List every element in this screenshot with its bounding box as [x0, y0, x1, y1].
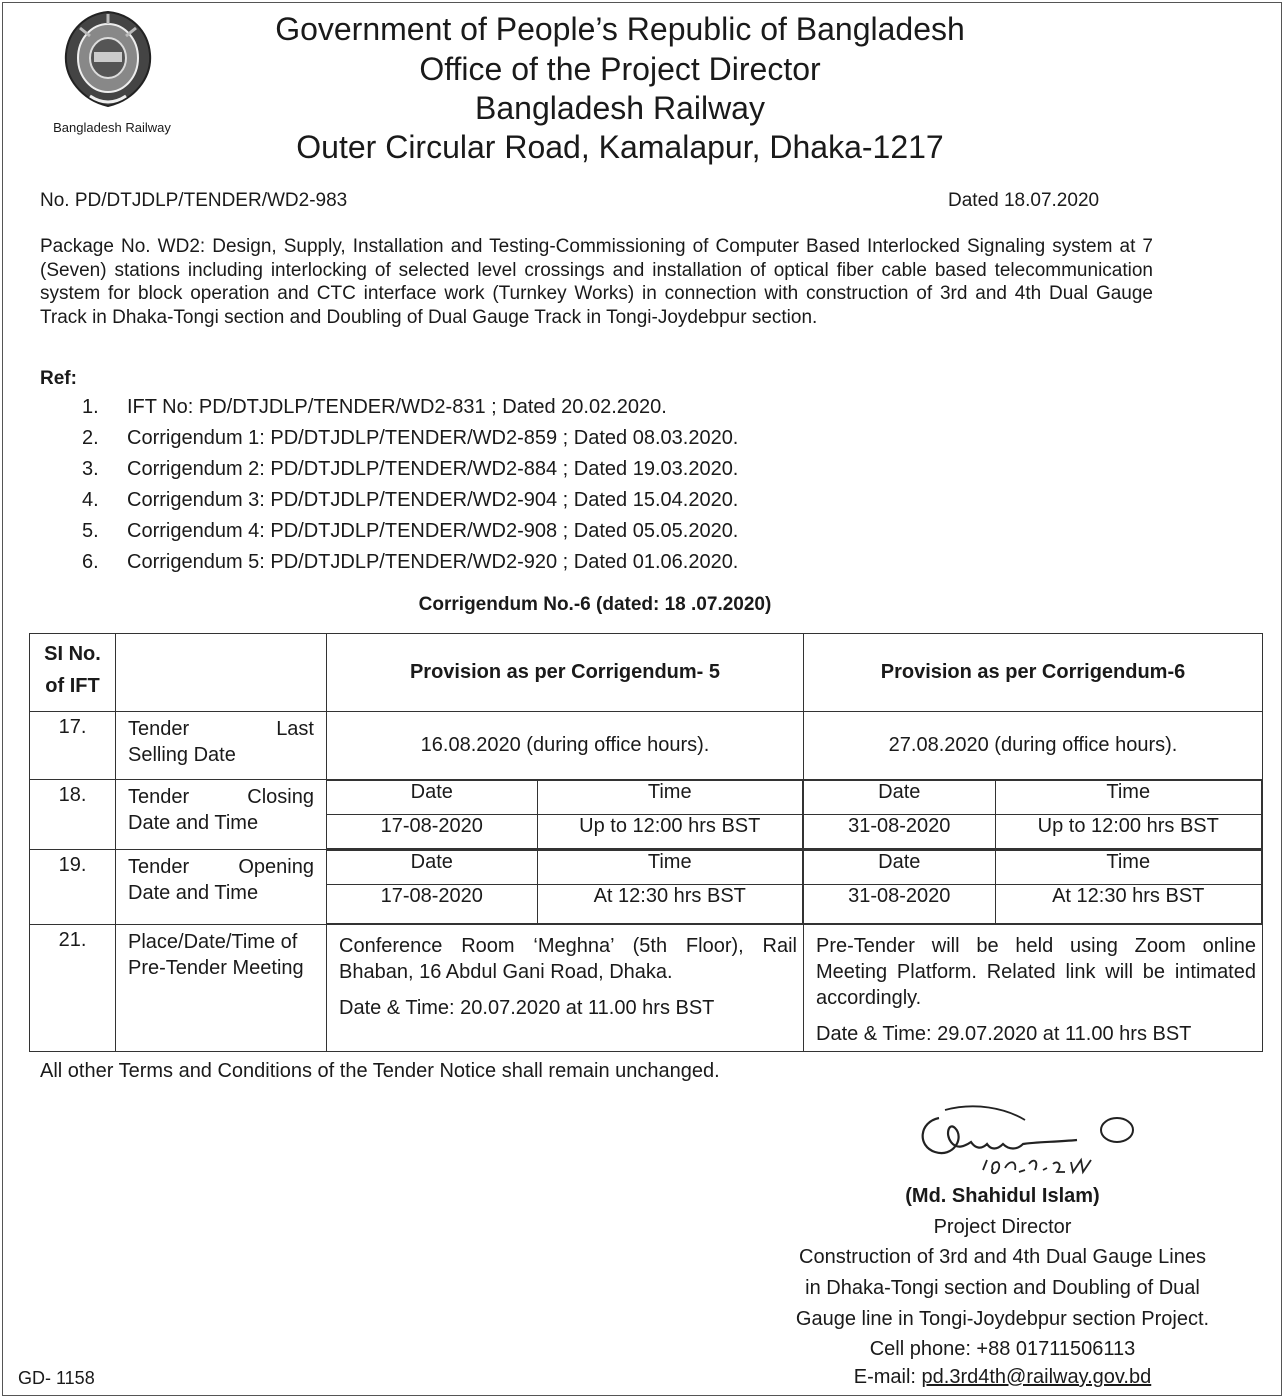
- reference-text: Corrigendum 2: PD/DTJDLP/TENDER/WD2-884 ; Dated 19.03.2020.: [127, 458, 739, 480]
- corrigendum-5-datetime: [327, 780, 804, 850]
- description-header: [116, 634, 327, 712]
- reference-item: [82, 458, 738, 489]
- railway-emblem-icon: [60, 8, 156, 112]
- references-list: [82, 396, 738, 582]
- meeting-datetime: Date & Time: 20.07.2020 at 11.00 hrs BST: [339, 997, 715, 1019]
- header-railway: Bangladesh Railway: [475, 90, 765, 126]
- row-description-line2: Date and Time: [128, 882, 259, 904]
- row-description-line2: Date and Time: [128, 812, 259, 834]
- row-sl-number: 18.: [30, 780, 116, 850]
- table-row: [30, 712, 1263, 780]
- cell-phone: Cell phone: +88 01711506113: [869, 1338, 1136, 1360]
- row-description: [116, 712, 327, 780]
- project-line-2: in Dhaka-Tongi section and Doubling of Dual: [805, 1277, 1200, 1299]
- railway-logo: [22, 8, 192, 143]
- corrigendum-6-header: Provision as per Corrigendum-6: [804, 634, 1263, 712]
- corrigendum-6-datetime: [804, 850, 1263, 925]
- reference-number: 4.: [82, 489, 99, 511]
- row-description-line1: [128, 784, 314, 810]
- row-sl-number: 19.: [30, 850, 116, 925]
- handwritten-signature: [905, 1098, 1165, 1190]
- reference-item: [82, 551, 738, 582]
- time-label: Time: [995, 781, 1262, 815]
- date-label: Date: [804, 781, 995, 815]
- time-value: Up to 12:00 hrs BST: [537, 815, 803, 849]
- time-value: At 12:30 hrs BST: [537, 885, 803, 924]
- corrigendum-5-meeting: [327, 925, 804, 1052]
- reference-number: 3.: [82, 458, 99, 480]
- reference-item: [82, 520, 738, 551]
- time-label: Time: [537, 851, 803, 885]
- desc-word: Tender: [128, 718, 190, 740]
- memo-number: No. PD/DTJDLP/TENDER/WD2-983: [40, 190, 348, 211]
- sl-no-header-line1: SI No.: [44, 643, 101, 665]
- reference-text: Corrigendum 1: PD/DTJDLP/TENDER/WD2-859 ; Dated 08.03.2020.: [127, 427, 739, 449]
- time-value: At 12:30 hrs BST: [995, 885, 1262, 924]
- table-row: [30, 780, 1263, 850]
- corrigendum-5-header: Provision as per Corrigendum- 5: [327, 634, 804, 712]
- header-office: Office of the Project Director: [419, 51, 821, 87]
- sl-no-header: [30, 634, 116, 712]
- email-label: E-mail:: [853, 1366, 922, 1388]
- reference-number: 5.: [82, 520, 99, 542]
- datetime-subtable: [327, 850, 803, 924]
- date-value: 17-08-2020: [327, 885, 537, 924]
- datetime-subtable: [804, 780, 1262, 849]
- meeting-place: Pre-Tender will be held using Zoom online Meeting Platform. Related link will be intimated accordingly.: [816, 935, 1256, 1009]
- corrigendum-table: [29, 633, 1263, 1052]
- row-sl-number: 17.: [30, 712, 116, 780]
- reference-text: Corrigendum 4: PD/DTJDLP/TENDER/WD2-908 ; Dated 05.05.2020.: [127, 520, 739, 542]
- row-description-line2: Selling Date: [128, 744, 236, 766]
- email-link[interactable]: pd.3rd4th@railway.gov.bd: [921, 1366, 1152, 1388]
- references-title: Ref:: [40, 368, 77, 389]
- footer-note: All other Terms and Conditions of the Tender Notice shall remain unchanged.: [40, 1060, 720, 1082]
- project-line-1: Construction of 3rd and 4th Dual Gauge Lines: [799, 1246, 1206, 1268]
- header-government: Government of People’s Republic of Bangladesh: [275, 11, 965, 47]
- reference-number: 2.: [82, 427, 99, 449]
- desc-word: Opening: [238, 856, 314, 878]
- desc-word: Tender: [128, 786, 190, 808]
- desc-word: Last: [276, 718, 314, 740]
- corrigendum-6-value: 27.08.2020 (during office hours).: [804, 712, 1263, 780]
- package-description: Package No. WD2: Design, Supply, Installation and Testing-Commissioning of Computer Based Interlocked Signaling system at 7 (Seven) stations including interlocking of selected level crossings and installation of optical fiber cable based telecommunication system for block operation and CTC interface work (Turnkey Works) in connection with construction of 3rd and 4th Dual Gauge Track in Dhaka-Tongi section and Doubling of Dual Gauge Track in Tongi-Joydebpur section.: [40, 236, 1153, 328]
- reference-text: IFT No: PD/DTJDLP/TENDER/WD2-831 ; Dated 20.02.2020.: [127, 396, 667, 418]
- corrigendum-5-value: 16.08.2020 (during office hours).: [327, 712, 804, 780]
- corrigendum-6-datetime: [804, 780, 1263, 850]
- row-sl-number: 21.: [30, 925, 116, 1052]
- datetime-subtable: [327, 780, 803, 849]
- reference-number: 6.: [82, 551, 99, 573]
- desc-word: Tender: [128, 856, 190, 878]
- time-label: Time: [537, 781, 803, 815]
- row-description-line1: [128, 854, 314, 880]
- date-label: Date: [327, 781, 537, 815]
- desc-word: Closing: [247, 786, 314, 808]
- datetime-subtable: [804, 850, 1262, 924]
- date-value: 17-08-2020: [327, 815, 537, 849]
- table-header-row: [30, 634, 1263, 712]
- email-line: [745, 1362, 1260, 1393]
- meeting-datetime: Date & Time: 29.07.2020 at 11.00 hrs BST: [816, 1023, 1192, 1045]
- time-value: Up to 12:00 hrs BST: [995, 815, 1262, 849]
- gd-number: GD- 1158: [18, 1368, 95, 1388]
- reference-number: 1.: [82, 396, 99, 418]
- time-label: Time: [995, 851, 1262, 885]
- row-description-line1: [128, 716, 314, 742]
- sl-no-header-line2: of IFT: [45, 675, 100, 697]
- table-row: [30, 850, 1263, 925]
- row-description: [116, 780, 327, 850]
- date-label: Date: [327, 851, 537, 885]
- reference-item: [82, 427, 738, 458]
- corrigendum-5-datetime: [327, 850, 804, 925]
- project-line-3: Gauge line in Tongi-Joydebpur section Project.: [795, 1308, 1210, 1330]
- date-label: Date: [804, 851, 995, 885]
- date-value: 31-08-2020: [804, 815, 995, 849]
- reference-item: [82, 396, 738, 427]
- header-address: Outer Circular Road, Kamalapur, Dhaka-1217: [296, 129, 944, 165]
- reference-text: Corrigendum 5: PD/DTJDLP/TENDER/WD2-920 ; Dated 01.06.2020.: [127, 551, 739, 573]
- memo-date: Dated 18.07.2020: [948, 190, 1100, 211]
- corrigendum-6-meeting: [804, 925, 1263, 1052]
- signatory-name: (Md. Shahidul Islam): [905, 1185, 1100, 1207]
- table-row: [30, 925, 1263, 1052]
- row-description: [116, 850, 327, 925]
- reference-text: Corrigendum 3: PD/DTJDLP/TENDER/WD2-904 ; Dated 15.04.2020.: [127, 489, 739, 511]
- signatory-title: Project Director: [933, 1216, 1072, 1238]
- corrigendum-title: Corrigendum No.-6 (dated: 18 .07.2020): [418, 594, 772, 615]
- logo-caption: Bangladesh Railway: [53, 120, 171, 135]
- date-value: 31-08-2020: [804, 885, 995, 924]
- reference-item: [82, 489, 738, 520]
- row-description: Place/Date/Time of Pre-Tender Meeting: [116, 925, 327, 1052]
- meeting-place: Conference Room ‘Meghna’ (5th Floor), Rail Bhaban, 16 Abdul Gani Road, Dhaka.: [339, 935, 797, 983]
